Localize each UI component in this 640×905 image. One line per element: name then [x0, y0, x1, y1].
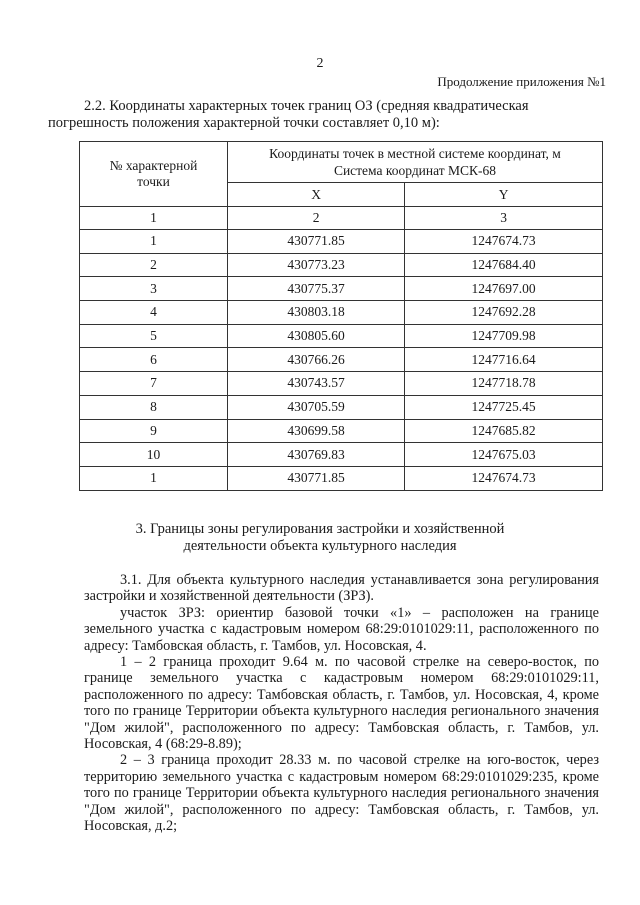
x-coordinate-cell: 430771.85 [228, 230, 405, 254]
header-x: X [228, 183, 405, 207]
paragraph-3-1: 3.1. Для объекта культурного наследия устанавливается зона регулирования застройки и хозяйственной деятельности (ЗРЗ). [84, 572, 599, 605]
paragraph-boundary-2-3: 2 – 3 граница проходит 28.33 м. по часовой стрелке на юго-восток, через территорию земельного участка с кадастровым номером 68:29:0101029:235, кроме того по границе Территории объекта культурного наследия регионального значения "Дом жилой", расположенного по адресу: Тамбовская область, г. Тамбов, ул. Носовская, д.2; [84, 752, 599, 835]
table-row [80, 348, 603, 372]
table-row [80, 443, 603, 467]
section-2-2-line1: 2.2. Координаты характерных точек границ ОЗ (средняя квадратическая [84, 98, 529, 114]
header-point-number: № характерной точки [80, 142, 228, 207]
header-y: Y [405, 183, 603, 207]
point-number-cell: 4 [80, 301, 228, 325]
header-coordinate-system: Координаты точек в местной системе координат, м Система координат МСК-68 [228, 142, 603, 183]
y-coordinate-cell: 1247684.40 [405, 253, 603, 277]
x-coordinate-cell: 430771.85 [228, 466, 405, 490]
section-2-2-line2: погрешность положения характерной точки составляет 0,10 м): [48, 115, 440, 131]
paragraph-zrz-site: участок ЗРЗ: ориентир базовой точки «1» – расположен на границе земельного участка с кадастровым номером 68:29:0101029:11, расположенного по адресу: Тамбовская область, г. Тамбов, ул. Носовская, 4. [84, 604, 599, 654]
y-coordinate-cell: 1247718.78 [405, 372, 603, 396]
coordinates-table [79, 141, 603, 491]
point-number-cell: 1 [80, 230, 228, 254]
y-coordinate-cell: 1247685.82 [405, 419, 603, 443]
table-row [80, 301, 603, 325]
y-coordinate-cell: 1247716.64 [405, 348, 603, 372]
section-3-title [0, 521, 640, 555]
page-number: 2 [316, 56, 324, 71]
point-number-cell: 5 [80, 324, 228, 348]
y-coordinate-cell: 1247674.73 [405, 230, 603, 254]
index-cell: 1 [80, 207, 228, 230]
index-cell: 2 [228, 207, 405, 230]
y-coordinate-cell: 1247675.03 [405, 443, 603, 467]
paragraph-boundary-1-2: 1 – 2 граница проходит 9.64 м. по часовой стрелке на северо-восток, по границе земельного участка с кадастровым номером 68:29:0101029:11, расположенного по адресу: Тамбовская область, г. Тамбов, ул. Носовская, 4, кроме того по границе Территории объекта культурного наследия регионального значения "Дом жилой", расположенного по адресу: Тамбовская область, г. Тамбов, ул. Носовская, 4 (68:29-8.89); [84, 654, 599, 753]
x-coordinate-cell: 430766.26 [228, 348, 405, 372]
coordinates-rows [80, 230, 603, 491]
table-row [80, 419, 603, 443]
x-coordinate-cell: 430803.18 [228, 301, 405, 325]
table-row [80, 395, 603, 419]
table-row [80, 253, 603, 277]
point-number-cell: 7 [80, 372, 228, 396]
y-coordinate-cell: 1247725.45 [405, 395, 603, 419]
point-number-cell: 1 [80, 466, 228, 490]
section-3-title-line1: 3. Границы зоны регулирования застройки и хозяйственной [135, 521, 505, 537]
point-number-cell: 10 [80, 443, 228, 467]
y-coordinate-cell: 1247692.28 [405, 301, 603, 325]
table-row [80, 230, 603, 254]
point-number-cell: 6 [80, 348, 228, 372]
x-coordinate-cell: 430743.57 [228, 372, 405, 396]
point-number-cell: 3 [80, 277, 228, 301]
x-coordinate-cell: 430773.23 [228, 253, 405, 277]
x-coordinate-cell: 430705.59 [228, 395, 405, 419]
y-coordinate-cell: 1247674.73 [405, 466, 603, 490]
section-3-body [84, 572, 599, 835]
point-number-cell: 2 [80, 253, 228, 277]
point-number-cell: 9 [80, 419, 228, 443]
y-coordinate-cell: 1247709.98 [405, 324, 603, 348]
table-row [80, 277, 603, 301]
appendix-note: Продолжение приложения №1 [437, 74, 606, 89]
table-row [80, 372, 603, 396]
table-row [80, 466, 603, 490]
column-index-row [80, 207, 603, 230]
y-coordinate-cell: 1247697.00 [405, 277, 603, 301]
x-coordinate-cell: 430775.37 [228, 277, 405, 301]
section-2-2-heading [48, 98, 599, 132]
table-row [80, 324, 603, 348]
x-coordinate-cell: 430805.60 [228, 324, 405, 348]
x-coordinate-cell: 430699.58 [228, 419, 405, 443]
x-coordinate-cell: 430769.83 [228, 443, 405, 467]
section-3-title-line2: деятельности объекта культурного наследия [183, 538, 457, 554]
index-cell: 3 [405, 207, 603, 230]
point-number-cell: 8 [80, 395, 228, 419]
